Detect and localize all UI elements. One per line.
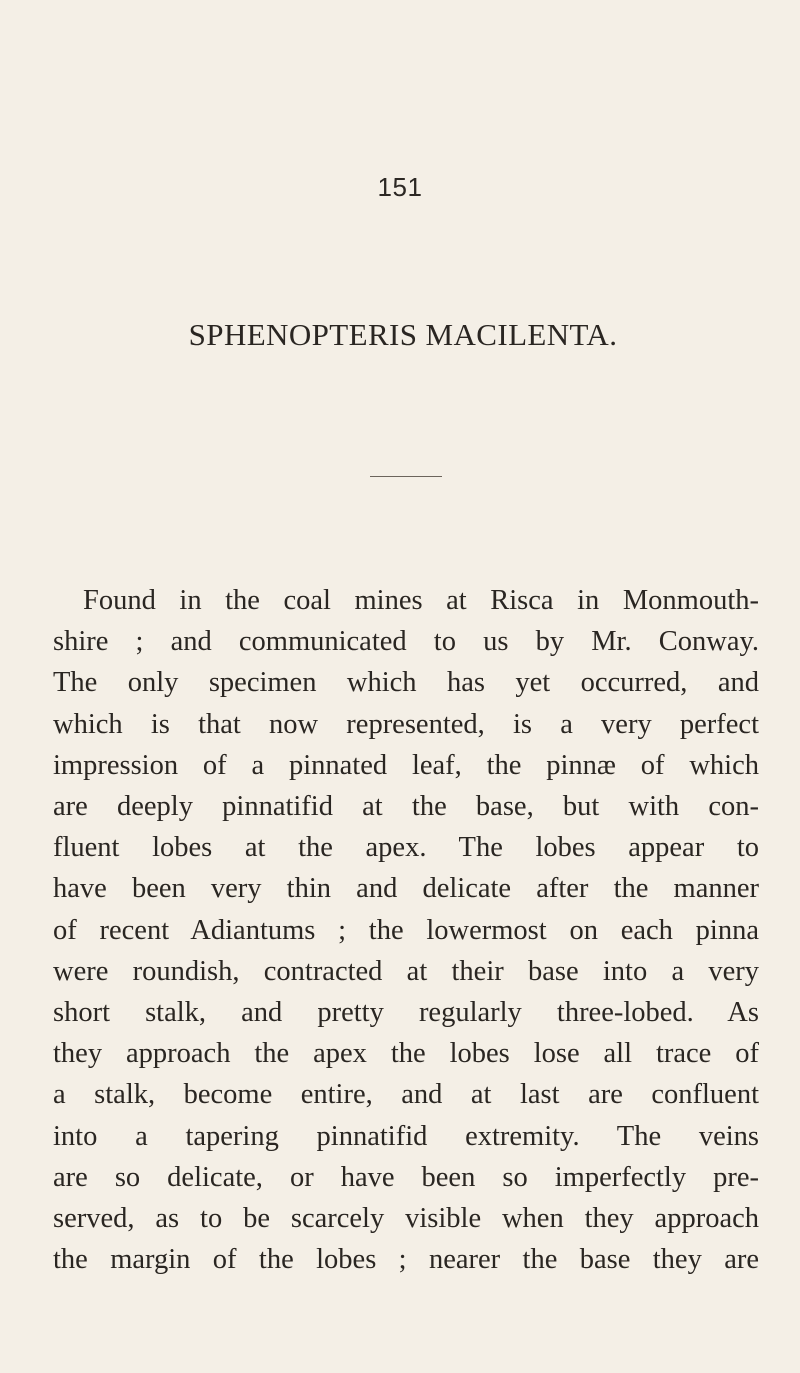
text-line: were roundish, contracted at their base into a very (53, 955, 759, 987)
text-line: which is that now represented, is a very perfect (53, 708, 759, 740)
text-line: a stalk, become entire, and at last are confluent (53, 1079, 759, 1111)
body-paragraph (53, 580, 759, 1280)
text-line: have been very thin and delicate after the manner (53, 873, 759, 905)
text-line: short stalk, and pretty regularly three-lobed. As (53, 997, 759, 1029)
page-title: SPHENOPTERIS MACILENTA. (188, 317, 618, 352)
text-line: the margin of the lobes ; nearer the base they are (53, 1244, 759, 1276)
text-line: fluent lobes at the apex. The lobes appear to (53, 832, 759, 864)
text-line: are deeply pinnatifid at the base, but with con- (53, 791, 759, 823)
text-line: served, as to be scarcely visible when they approach (53, 1203, 759, 1235)
text-line: of recent Adiantums ; the lowermost on each pinna (53, 914, 759, 946)
page-number: 151 (377, 172, 423, 202)
text-line: they approach the apex the lobes lose all trace of (53, 1038, 759, 1070)
text-line: impression of a pinnated leaf, the pinnæ of which (53, 749, 759, 781)
text-line: are so delicate, or have been so imperfectly pre- (53, 1161, 759, 1193)
text-line: Found in the coal mines at Risca in Monmouth- (83, 585, 759, 616)
text-line: The only specimen which has yet occurred, and (53, 667, 759, 699)
text-line: shire ; and communicated to us by Mr. Conway. (53, 626, 759, 658)
title-divider (370, 476, 442, 477)
text-line: into a tapering pinnatifid extremity. The veins (53, 1120, 759, 1152)
